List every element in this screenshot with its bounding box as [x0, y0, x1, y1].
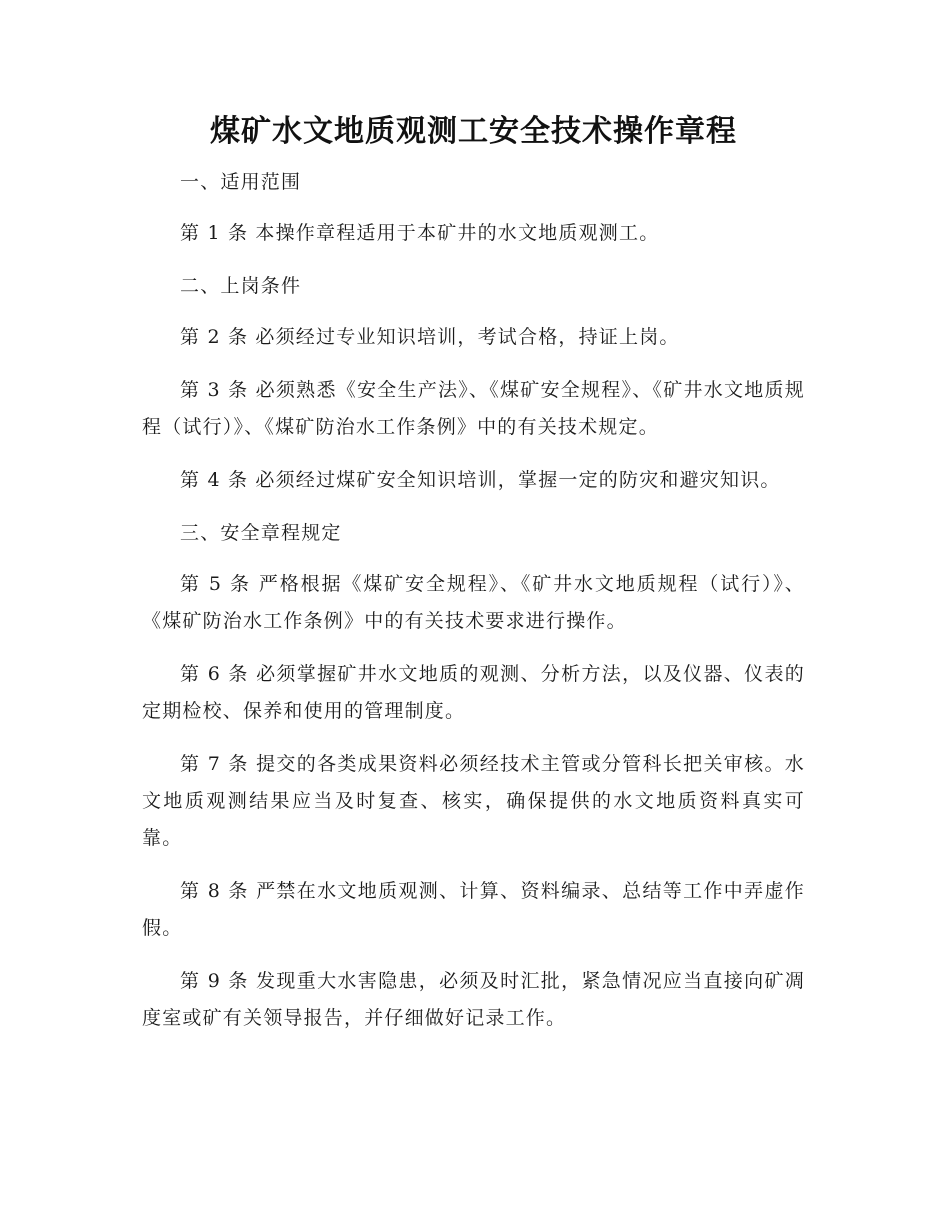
article-3: 第 3 条 必须熟悉《安全生产法》、《煤矿安全规程》、《矿井水文地质规程（试行）》、《煤矿防治水工作条例》中的有关技术规定。	[142, 379, 805, 438]
article-6: 第 6 条 必须掌握矿井水文地质的观测、分析方法，以及仪器、仪表的定期检校、保养和使用的管理制度。	[142, 663, 805, 722]
article-2: 第 2 条 必须经过专业知识培训，考试合格，持证上岗。	[180, 326, 680, 348]
section-heading-scope: 一、适用范围	[180, 171, 302, 193]
document-title: 煤矿水文地质观测工安全技术操作章程	[210, 114, 737, 149]
article-7: 第 7 条 提交的各类成果资料必须经技术主管或分管科长把关审核。水文地质观测结果应当及时复查、核实，确保提供的水文地质资料真实可靠。	[142, 753, 805, 849]
article-1: 第 1 条 本操作章程适用于本矿井的水文地质观测工。	[180, 222, 660, 244]
document-body	[142, 164, 805, 1037]
article-8: 第 8 条 严禁在水文地质观测、计算、资料编录、总结等工作中弄虚作假。	[142, 880, 805, 939]
section-heading-qualifications: 二、上岗条件	[180, 275, 302, 297]
article-9: 第 9 条 发现重大水害隐患，必须及时汇批，紧急情况应当直接向矿凋度室或矿有关领导报告，并仔细做好记录工作。	[142, 970, 805, 1029]
article-4: 第 4 条 必须经过煤矿安全知识培训，掌握一定的防灾和避灾知识。	[180, 469, 781, 491]
article-5: 第 5 条 严格根据《煤矿安全规程》、《矿井水文地质规程（试行）》、《煤矿防治水工作条例》中的有关技术要求进行操作。	[142, 573, 805, 632]
section-heading-safety-rules: 三、安全章程规定	[180, 522, 342, 544]
